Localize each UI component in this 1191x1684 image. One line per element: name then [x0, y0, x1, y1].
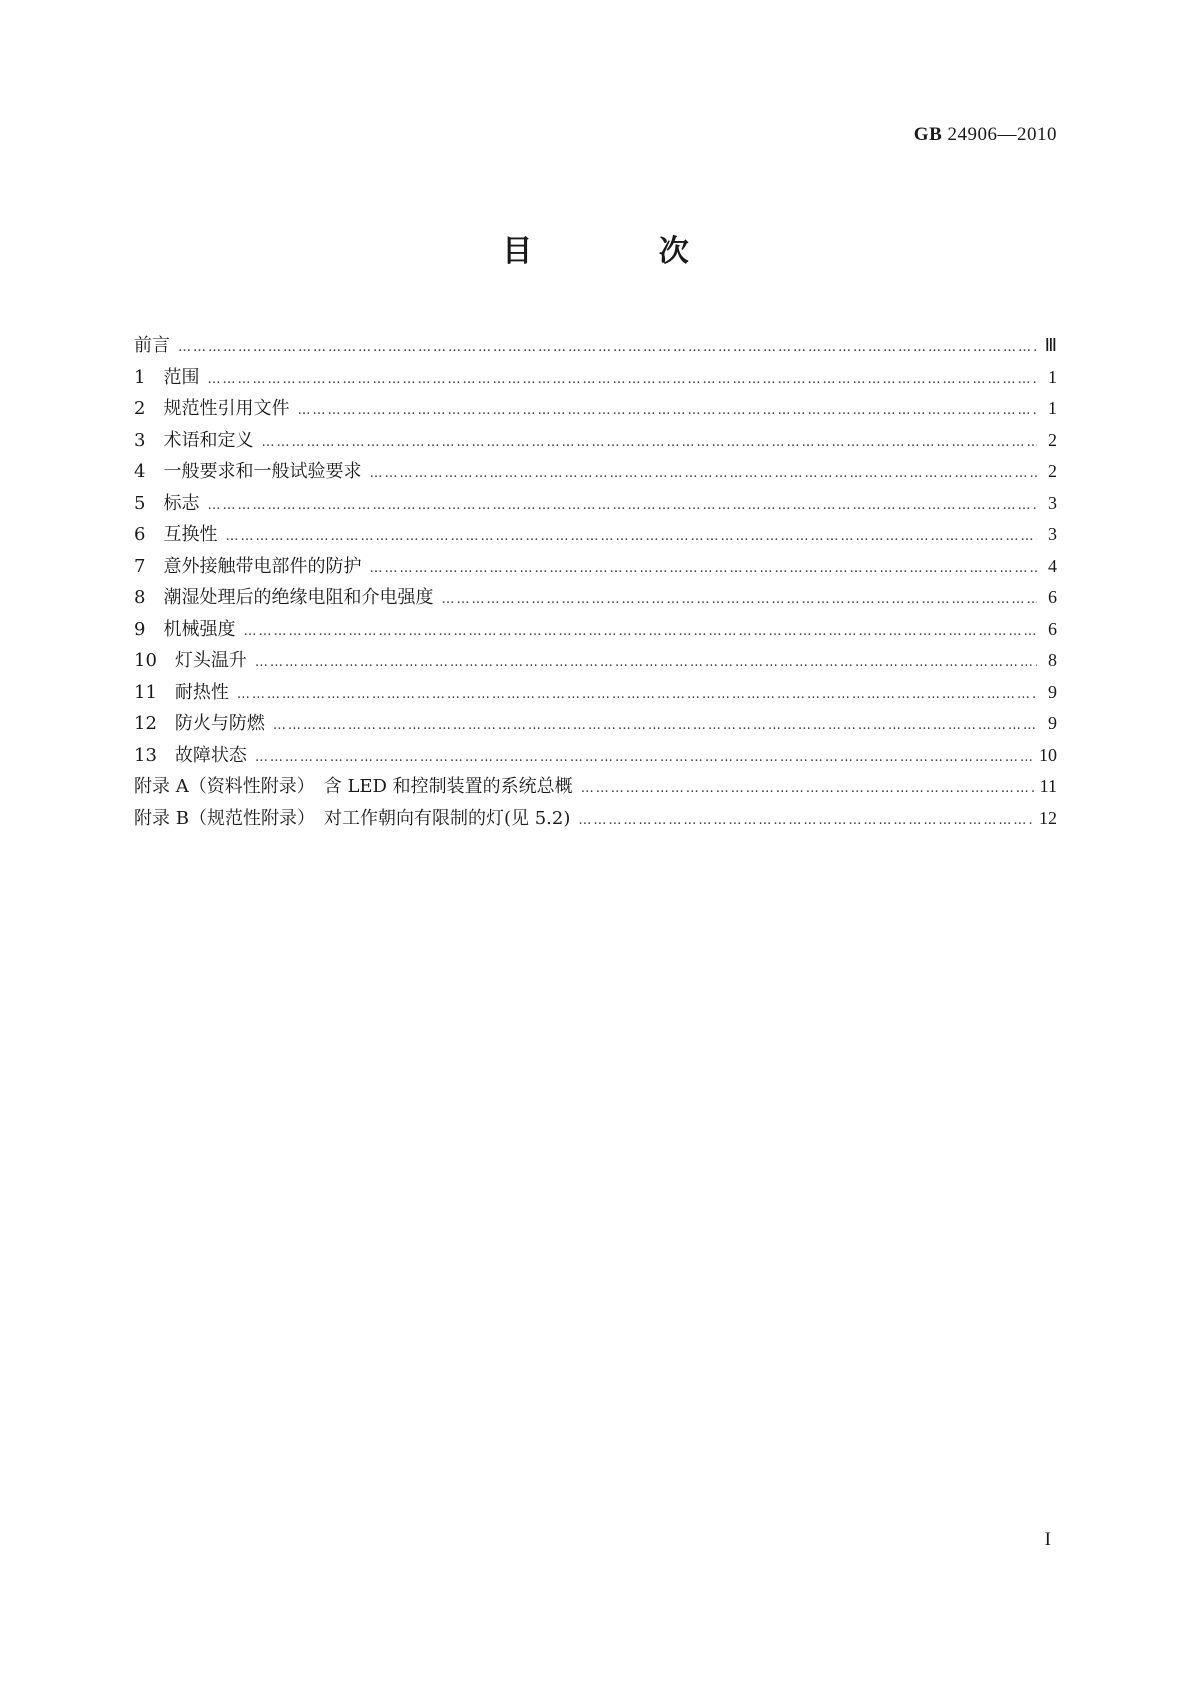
toc-leader-dots: [225, 521, 1037, 553]
toc-entry[interactable]: [134, 425, 1057, 457]
toc-entry-label: 附录 A（资料性附录） 含 LED 和控制装置的系统总概: [134, 776, 573, 797]
toc-entry-page: 8: [1048, 650, 1057, 670]
toc-entry[interactable]: [134, 614, 1057, 646]
toc-entry-label: 5 标志: [134, 492, 200, 514]
toc-entry[interactable]: [134, 551, 1057, 583]
toc-entry-page: 4: [1048, 555, 1057, 576]
toc-entry[interactable]: [134, 456, 1057, 488]
standard-code-number: 24906—2010: [947, 124, 1057, 145]
toc-entry-page: 10: [1039, 744, 1057, 765]
toc-entry[interactable]: [134, 519, 1057, 551]
toc-entry-page: 1: [1048, 398, 1057, 418]
toc-entry-page: 2: [1048, 429, 1057, 450]
toc-entry-page: 6: [1048, 618, 1057, 639]
toc-entry[interactable]: [134, 582, 1057, 614]
toc-leader-dots: [207, 364, 1037, 396]
toc-leader-dots: [441, 584, 1037, 616]
toc-leader-dots: [273, 710, 1037, 742]
toc-entry-label: 4 一般要求和一般试验要求: [134, 461, 362, 482]
toc-entry-label: 9 机械强度: [134, 618, 236, 640]
toc-entry[interactable]: [134, 488, 1057, 520]
toc-entry-page: 9: [1048, 681, 1057, 702]
toc-entry-page: 1: [1048, 366, 1057, 387]
toc-entry[interactable]: [134, 362, 1057, 394]
toc-entry-label: 附录 B（规范性附录） 对工作朝向有限制的灯(见 5.2): [134, 807, 571, 829]
toc-entry-label: 1 范围: [134, 366, 200, 388]
toc-leader-dots: [207, 490, 1037, 522]
toc-entry-label: 6 互换性: [134, 524, 218, 545]
toc-entry-page: 11: [1039, 776, 1057, 796]
toc-entry[interactable]: [134, 330, 1057, 362]
toc-entry-label: 13 故障状态: [134, 744, 247, 766]
toc-entry-label: 3 术语和定义: [134, 429, 254, 451]
toc-leader-dots: [578, 805, 1033, 837]
toc-entry-label: 2 规范性引用文件: [134, 398, 290, 419]
toc-leader-dots: [297, 395, 1037, 427]
toc-entry[interactable]: [134, 803, 1057, 835]
toc-leader-dots: [255, 647, 1037, 679]
toc-entry-page: 3: [1048, 524, 1057, 544]
page-title: 目 次: [502, 234, 747, 269]
toc-entry-label: 10 灯头温升: [134, 650, 247, 671]
toc-entry-label: 前言: [134, 335, 170, 356]
toc-leader-dots: [255, 742, 1033, 774]
toc-leader-dots: [581, 773, 1034, 805]
toc-entry[interactable]: [134, 677, 1057, 709]
toc-entry-label: 12 防火与防燃: [134, 713, 265, 734]
toc-leader-dots: [261, 427, 1037, 459]
toc-entry-page: 2: [1048, 461, 1057, 481]
toc-entry-label: 8 潮湿处理后的绝缘电阻和介电强度: [134, 587, 434, 608]
toc-leader-dots: [237, 679, 1037, 711]
toc-entry[interactable]: [134, 740, 1057, 772]
toc-leader-dots: [243, 616, 1037, 648]
table-of-contents: [134, 330, 1057, 834]
toc-entry[interactable]: [134, 393, 1057, 425]
page-number: I: [1044, 1529, 1051, 1550]
toc-leader-dots: [178, 332, 1037, 364]
toc-entry-label: 7 意外接触带电部件的防护: [134, 555, 362, 577]
standard-code: [914, 124, 1057, 146]
standard-code-prefix: GB: [913, 124, 943, 145]
toc-leader-dots: [369, 553, 1037, 585]
toc-leader-dots: [369, 458, 1037, 490]
toc-entry-page: Ⅲ: [1044, 335, 1057, 355]
toc-entry-page: 12: [1039, 807, 1057, 828]
toc-entry-label: 11 耐热性: [134, 681, 229, 703]
toc-entry-page: 3: [1048, 492, 1057, 513]
toc-entry-page: 6: [1048, 587, 1057, 607]
toc-entry[interactable]: [134, 771, 1057, 803]
toc-entry[interactable]: [134, 645, 1057, 677]
toc-entry-page: 9: [1048, 713, 1057, 733]
toc-entry[interactable]: [134, 708, 1057, 740]
